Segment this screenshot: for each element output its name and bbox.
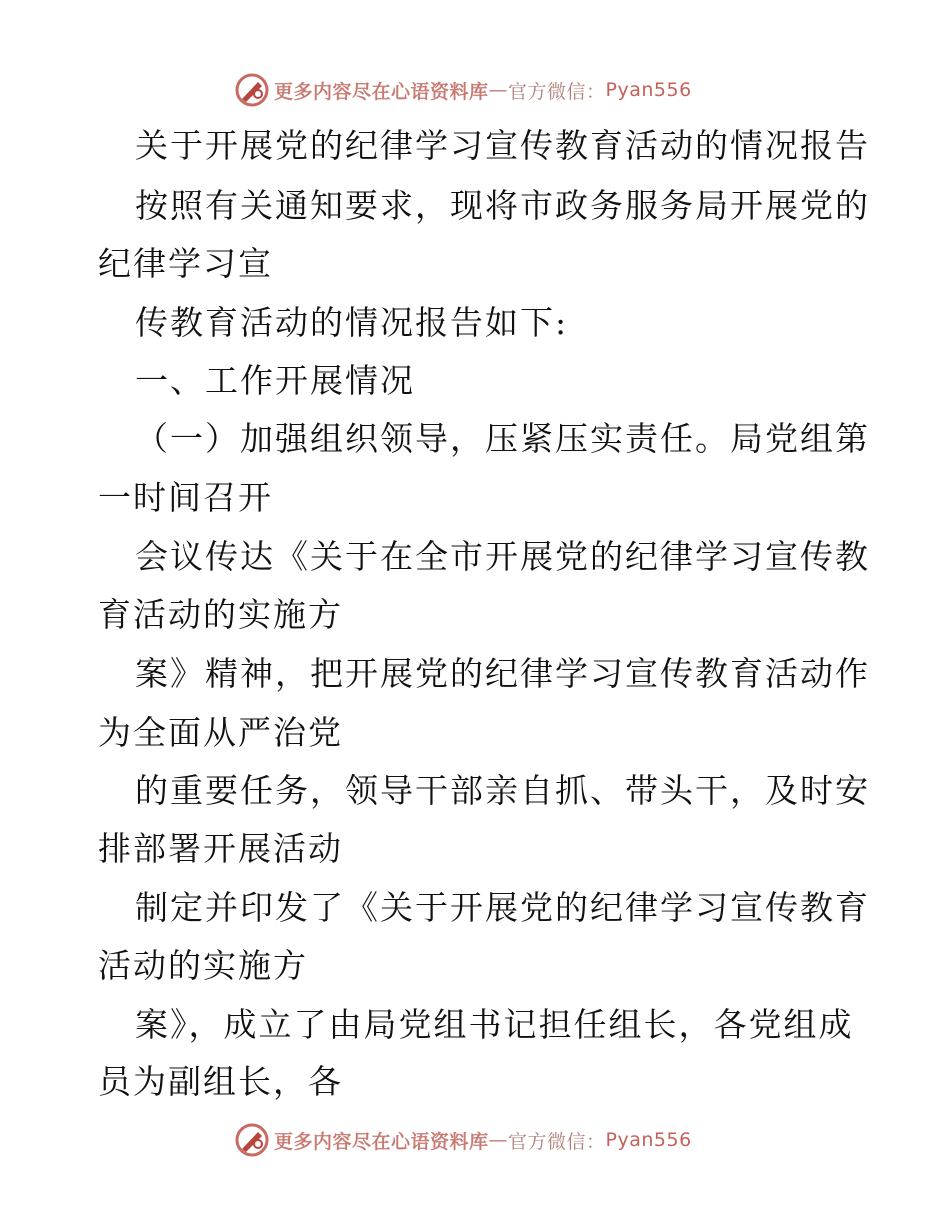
paragraph-line: 育活动的实施方 xyxy=(98,595,343,634)
paragraph-line: 一时间召开 xyxy=(98,478,273,517)
section-heading: 一、工作开展情况 xyxy=(135,361,415,400)
paragraph-line: 的重要任务，领导干部亲自抓、带头干，及时安 xyxy=(135,771,870,810)
paragraph-line: 按照有关通知要求，现将市政务服务局开展党的 xyxy=(135,186,870,225)
banner-title: 更多内容尽在心语资料库 xyxy=(274,80,489,103)
header-banner xyxy=(234,70,692,110)
pen-circle-icon xyxy=(234,1122,270,1158)
paragraph-line: 排部署开展活动 xyxy=(98,829,343,868)
banner-wechat-label: 官方微信： xyxy=(508,1130,606,1153)
paragraph-line: 纪律学习宣 xyxy=(98,244,273,283)
paragraph-line: 为全面从严治党 xyxy=(98,713,343,752)
banner-wechat-id: Pyan556 xyxy=(605,79,692,101)
paragraph-line: 员为副组长，各 xyxy=(98,1062,343,1101)
pen-circle-icon xyxy=(234,72,270,108)
paragraph-line: 案》，成立了由局党组书记担任组长，各党组成 xyxy=(135,1005,854,1044)
paragraph-line: 会议传达《关于在全市开展党的纪律学习宣传教 xyxy=(135,537,870,576)
paragraph-line: 制定并印发了《关于开展党的纪律学习宣传教育 xyxy=(135,888,870,927)
banner-separator: — xyxy=(488,1129,509,1151)
footer-banner xyxy=(234,1120,692,1160)
document-title: 关于开展党的纪律学习宣传教育活动的情况报告 xyxy=(135,126,870,165)
subsection-heading: （一）加强组织领导，压紧压实责任。局党组第 xyxy=(135,419,870,458)
banner-wechat-label: 官方微信： xyxy=(508,80,606,103)
banner-separator: — xyxy=(488,79,509,101)
paragraph-line: 活动的实施方 xyxy=(98,946,308,985)
paragraph-line: 传教育活动的情况报告如下: xyxy=(135,303,569,342)
banner-wechat-id: Pyan556 xyxy=(605,1129,692,1151)
paragraph-line: 案》精神，把开展党的纪律学习宣传教育活动作 xyxy=(135,654,870,693)
banner-title: 更多内容尽在心语资料库 xyxy=(274,1130,489,1153)
